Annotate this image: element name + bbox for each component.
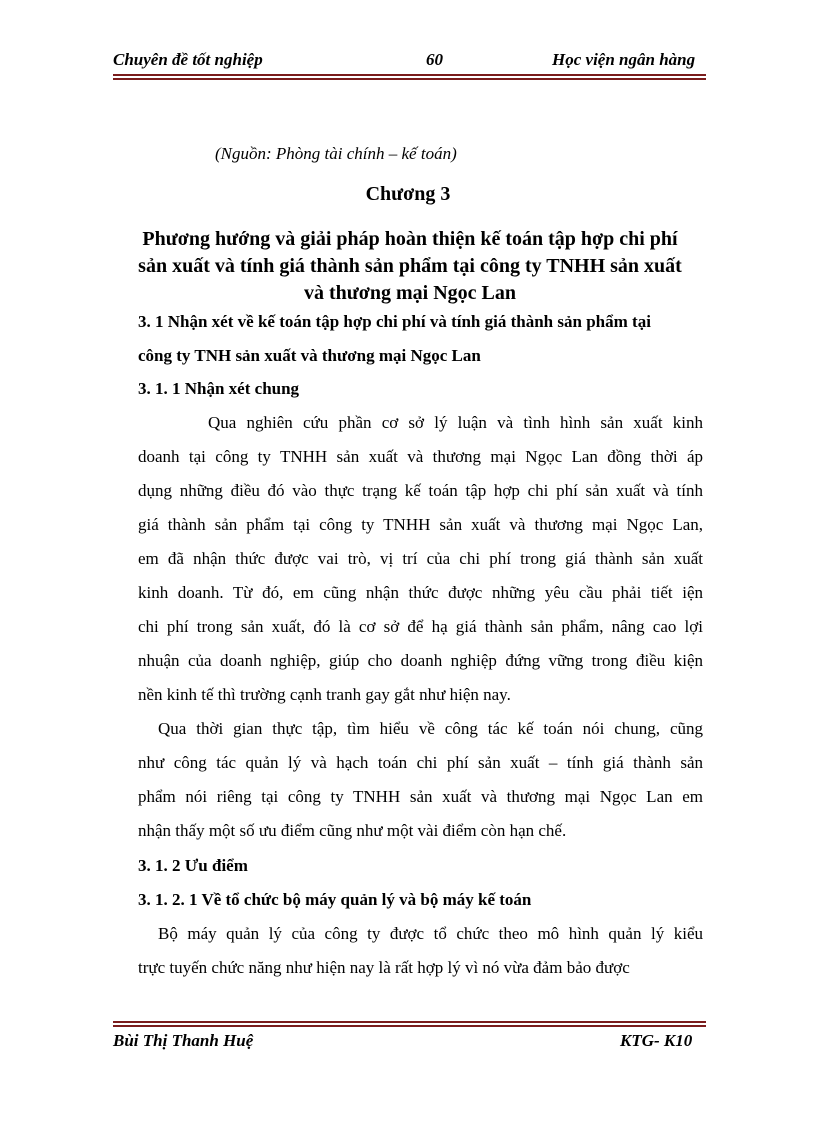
paragraph-line: Bộ máy quản lý của công ty được tổ chức theo mô hình quản lý kiểu <box>158 924 703 943</box>
header-rule <box>113 74 706 82</box>
chapter-heading: Chương 3 <box>365 183 451 205</box>
paragraph-line: chi phí trong sản xuất, đó là cơ sở để hạ giá thành sản phẩm, nâng cao lợi <box>138 617 703 636</box>
paragraph-line: trực tuyến chức năng như hiện nay là rất hợp lý vì nó vừa đảm bảo được <box>138 958 630 977</box>
section-3-1-2-heading: 3. 1. 2 Ưu điểm <box>138 856 248 875</box>
footer-rule <box>113 1021 706 1029</box>
paragraph-line: nền kinh tế thì trường cạnh tranh gay gắt như hiện nay. <box>138 685 511 704</box>
section-3-1-heading: 3. 1 Nhận xét về kế toán tập hợp chi phí và tính giá thành sản phẩm tại <box>138 312 651 331</box>
chapter-title-line: sản xuất và tính giá thành sản phẩm tại công ty TNHH sản xuất <box>138 255 682 277</box>
header-right-text: Học viện ngân hàng <box>552 50 696 69</box>
footer-author: Bùi Thị Thanh Huệ <box>113 1031 254 1050</box>
paragraph-line: kinh doanh. Từ đó, em cũng nhận thức được những yêu cầu phải tiết iện <box>138 583 703 602</box>
paragraph-line: Qua thời gian thực tập, tìm hiểu về công tác kế toán nói chung, cũng <box>158 719 703 738</box>
paragraph-line: như công tác quản lý và hạch toán chi phí sản xuất – tính giá thành sản <box>138 753 703 772</box>
source-note: (Nguồn: Phòng tài chính – kế toán) <box>215 144 457 163</box>
paragraph-line: Qua nghiên cứu phần cơ sở lý luận và tình hình sản xuất kinh <box>208 413 703 432</box>
section-3-1-heading-cont: công ty TNH sản xuất và thương mại Ngọc Lan <box>138 346 481 365</box>
paragraph-line: nhận thấy một số ưu điểm cũng như một vài điểm còn hạn chế. <box>138 821 567 840</box>
section-3-1-2-1-heading: 3. 1. 2. 1 Về tổ chức bộ máy quản lý và bộ máy kế toán <box>138 890 532 909</box>
page-number: 60 <box>426 50 443 69</box>
paragraph-line: em đã nhận thức được vai trò, vị trí của chi phí trong giá thành sản xuất <box>138 549 703 568</box>
paragraph-line: doanh tại công ty TNHH sản xuất và thương mại Ngọc Lan đồng thời áp <box>138 447 703 466</box>
paragraph-line: nhuận của doanh nghiệp, giúp cho doanh nghiệp đứng vững trong điều kiện <box>138 651 703 670</box>
footer-class-code: KTG- K10 <box>620 1031 693 1050</box>
paragraph-line: phẩm nói riêng tại công ty TNHH sản xuất và thương mại Ngọc Lan em <box>138 787 703 806</box>
chapter-title-line: và thương mại Ngọc Lan <box>304 282 516 304</box>
chapter-title-line: Phương hướng và giải pháp hoàn thiện kế toán tập hợp chi phí <box>142 228 678 250</box>
header-left-text: Chuyên đề tốt nghiệp <box>113 50 263 69</box>
paragraph-line: giá thành sản phẩm tại công ty TNHH sản xuất và thương mại Ngọc Lan, <box>138 515 703 534</box>
section-3-1-1-heading: 3. 1. 1 Nhận xét chung <box>138 379 300 398</box>
chapter-title <box>110 226 710 307</box>
paragraph-line: dụng những điều đó vào thực trạng kế toán tập hợp chi phí sản xuất và tính <box>138 481 703 500</box>
